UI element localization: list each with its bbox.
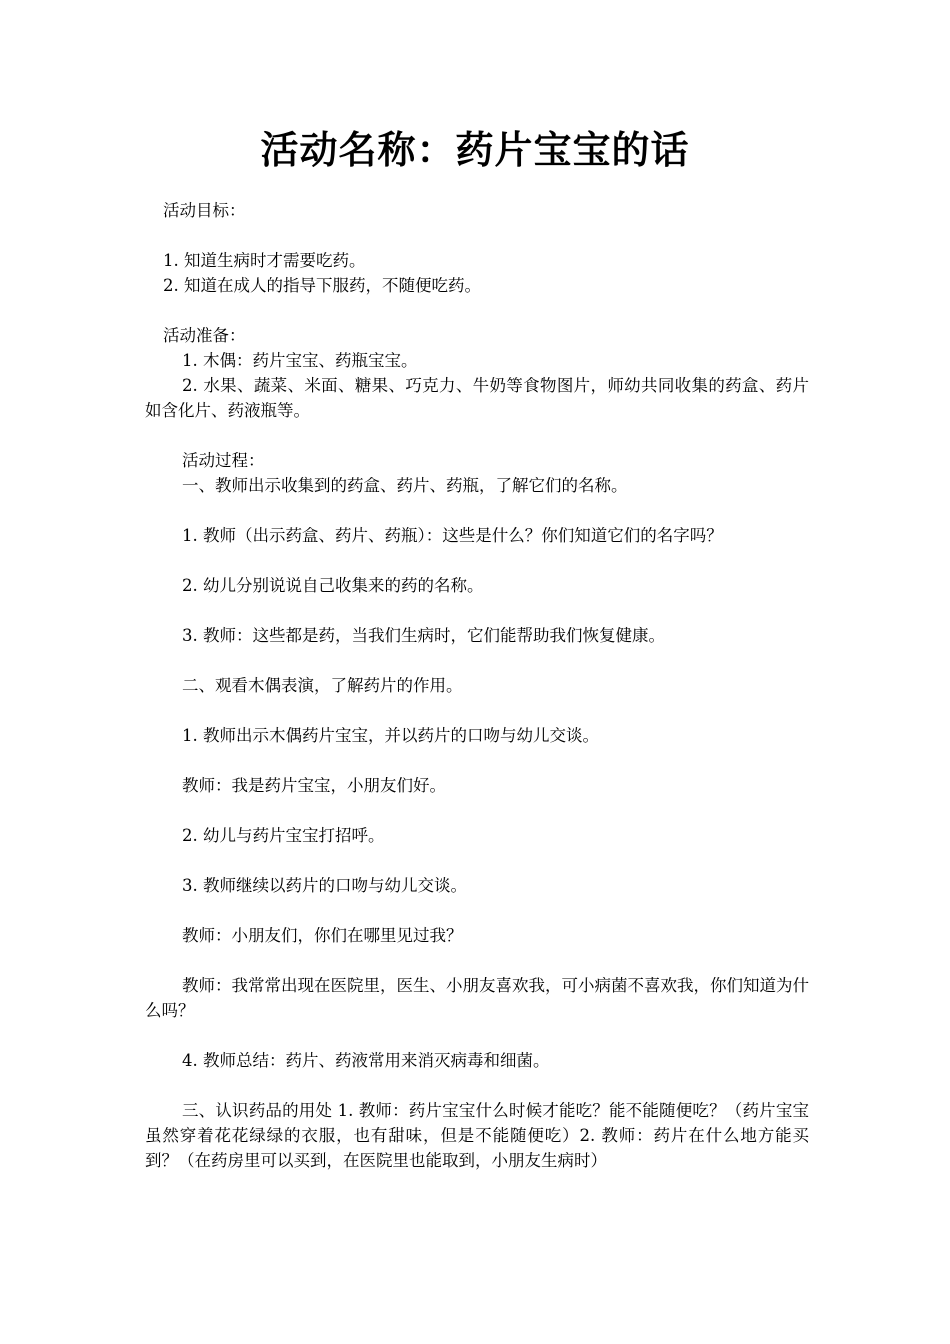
prep-item: 2. 水果、蔬菜、米面、糖果、巧克力、牛奶等食物图片，师幼共同收集的药盒、药片如含化片、药液瓶等。 xyxy=(145,376,809,420)
process-paragraph: 4. 教师总结：药片、药液常用来消灭病毒和细菌。 xyxy=(182,1051,550,1070)
process-paragraph: 2. 幼儿分别说说自己收集来的药的名称。 xyxy=(182,576,484,595)
prep-heading: 活动准备： xyxy=(163,326,246,345)
section-heading: 二、观看木偶表演，了解药片的作用。 xyxy=(182,676,463,695)
document-body xyxy=(145,198,809,1173)
section-heading: 一、教师出示收集到的药盒、药片、药瓶，了解它们的名称。 xyxy=(182,476,628,495)
process-paragraph: 1. 教师出示木偶药片宝宝，并以药片的口吻与幼儿交谈。 xyxy=(182,726,599,745)
process-paragraph: 1. 教师（出示药盒、药片、药瓶）：这些是什么？你们知道它们的名字吗？ xyxy=(182,526,723,545)
process-paragraph: 3. 教师：这些都是药，当我们生病时，它们能帮助我们恢复健康。 xyxy=(182,626,665,645)
process-paragraph: 教师：我是药片宝宝，小朋友们好。 xyxy=(182,776,446,795)
goal-item: 2. 知道在成人的指导下服药，不随便吃药。 xyxy=(163,276,481,295)
goal-heading: 活动目标： xyxy=(163,201,246,220)
process-paragraph: 3. 教师继续以药片的口吻与幼儿交谈。 xyxy=(182,876,467,895)
prep-item: 1. 木偶：药片宝宝、药瓶宝宝。 xyxy=(182,351,418,370)
goal-item: 1. 知道生病时才需要吃药。 xyxy=(163,251,366,270)
process-paragraph: 教师：小朋友们，你们在哪里见过我？ xyxy=(182,926,463,945)
process-heading: 活动过程： xyxy=(182,451,265,470)
process-paragraph: 2. 幼儿与药片宝宝打招呼。 xyxy=(182,826,385,845)
process-paragraph: 教师：我常常出现在医院里，医生、小朋友喜欢我，可小病菌不喜欢我，你们知道为什么吗？ xyxy=(145,976,809,1020)
section-paragraph: 三、认识药品的用处 1. 教师：药片宝宝什么时候才能吃？能不能随便吃？（药片宝宝虽然穿着花花绿绿的衣服，也有甜味，但是不能随便吃）2. 教师：药片在什么地方能买到？（在药房里可以买到，在医院里也能取到，小朋友生病时） xyxy=(145,1101,809,1170)
document-title: 活动名称：药片宝宝的话 xyxy=(260,127,690,172)
